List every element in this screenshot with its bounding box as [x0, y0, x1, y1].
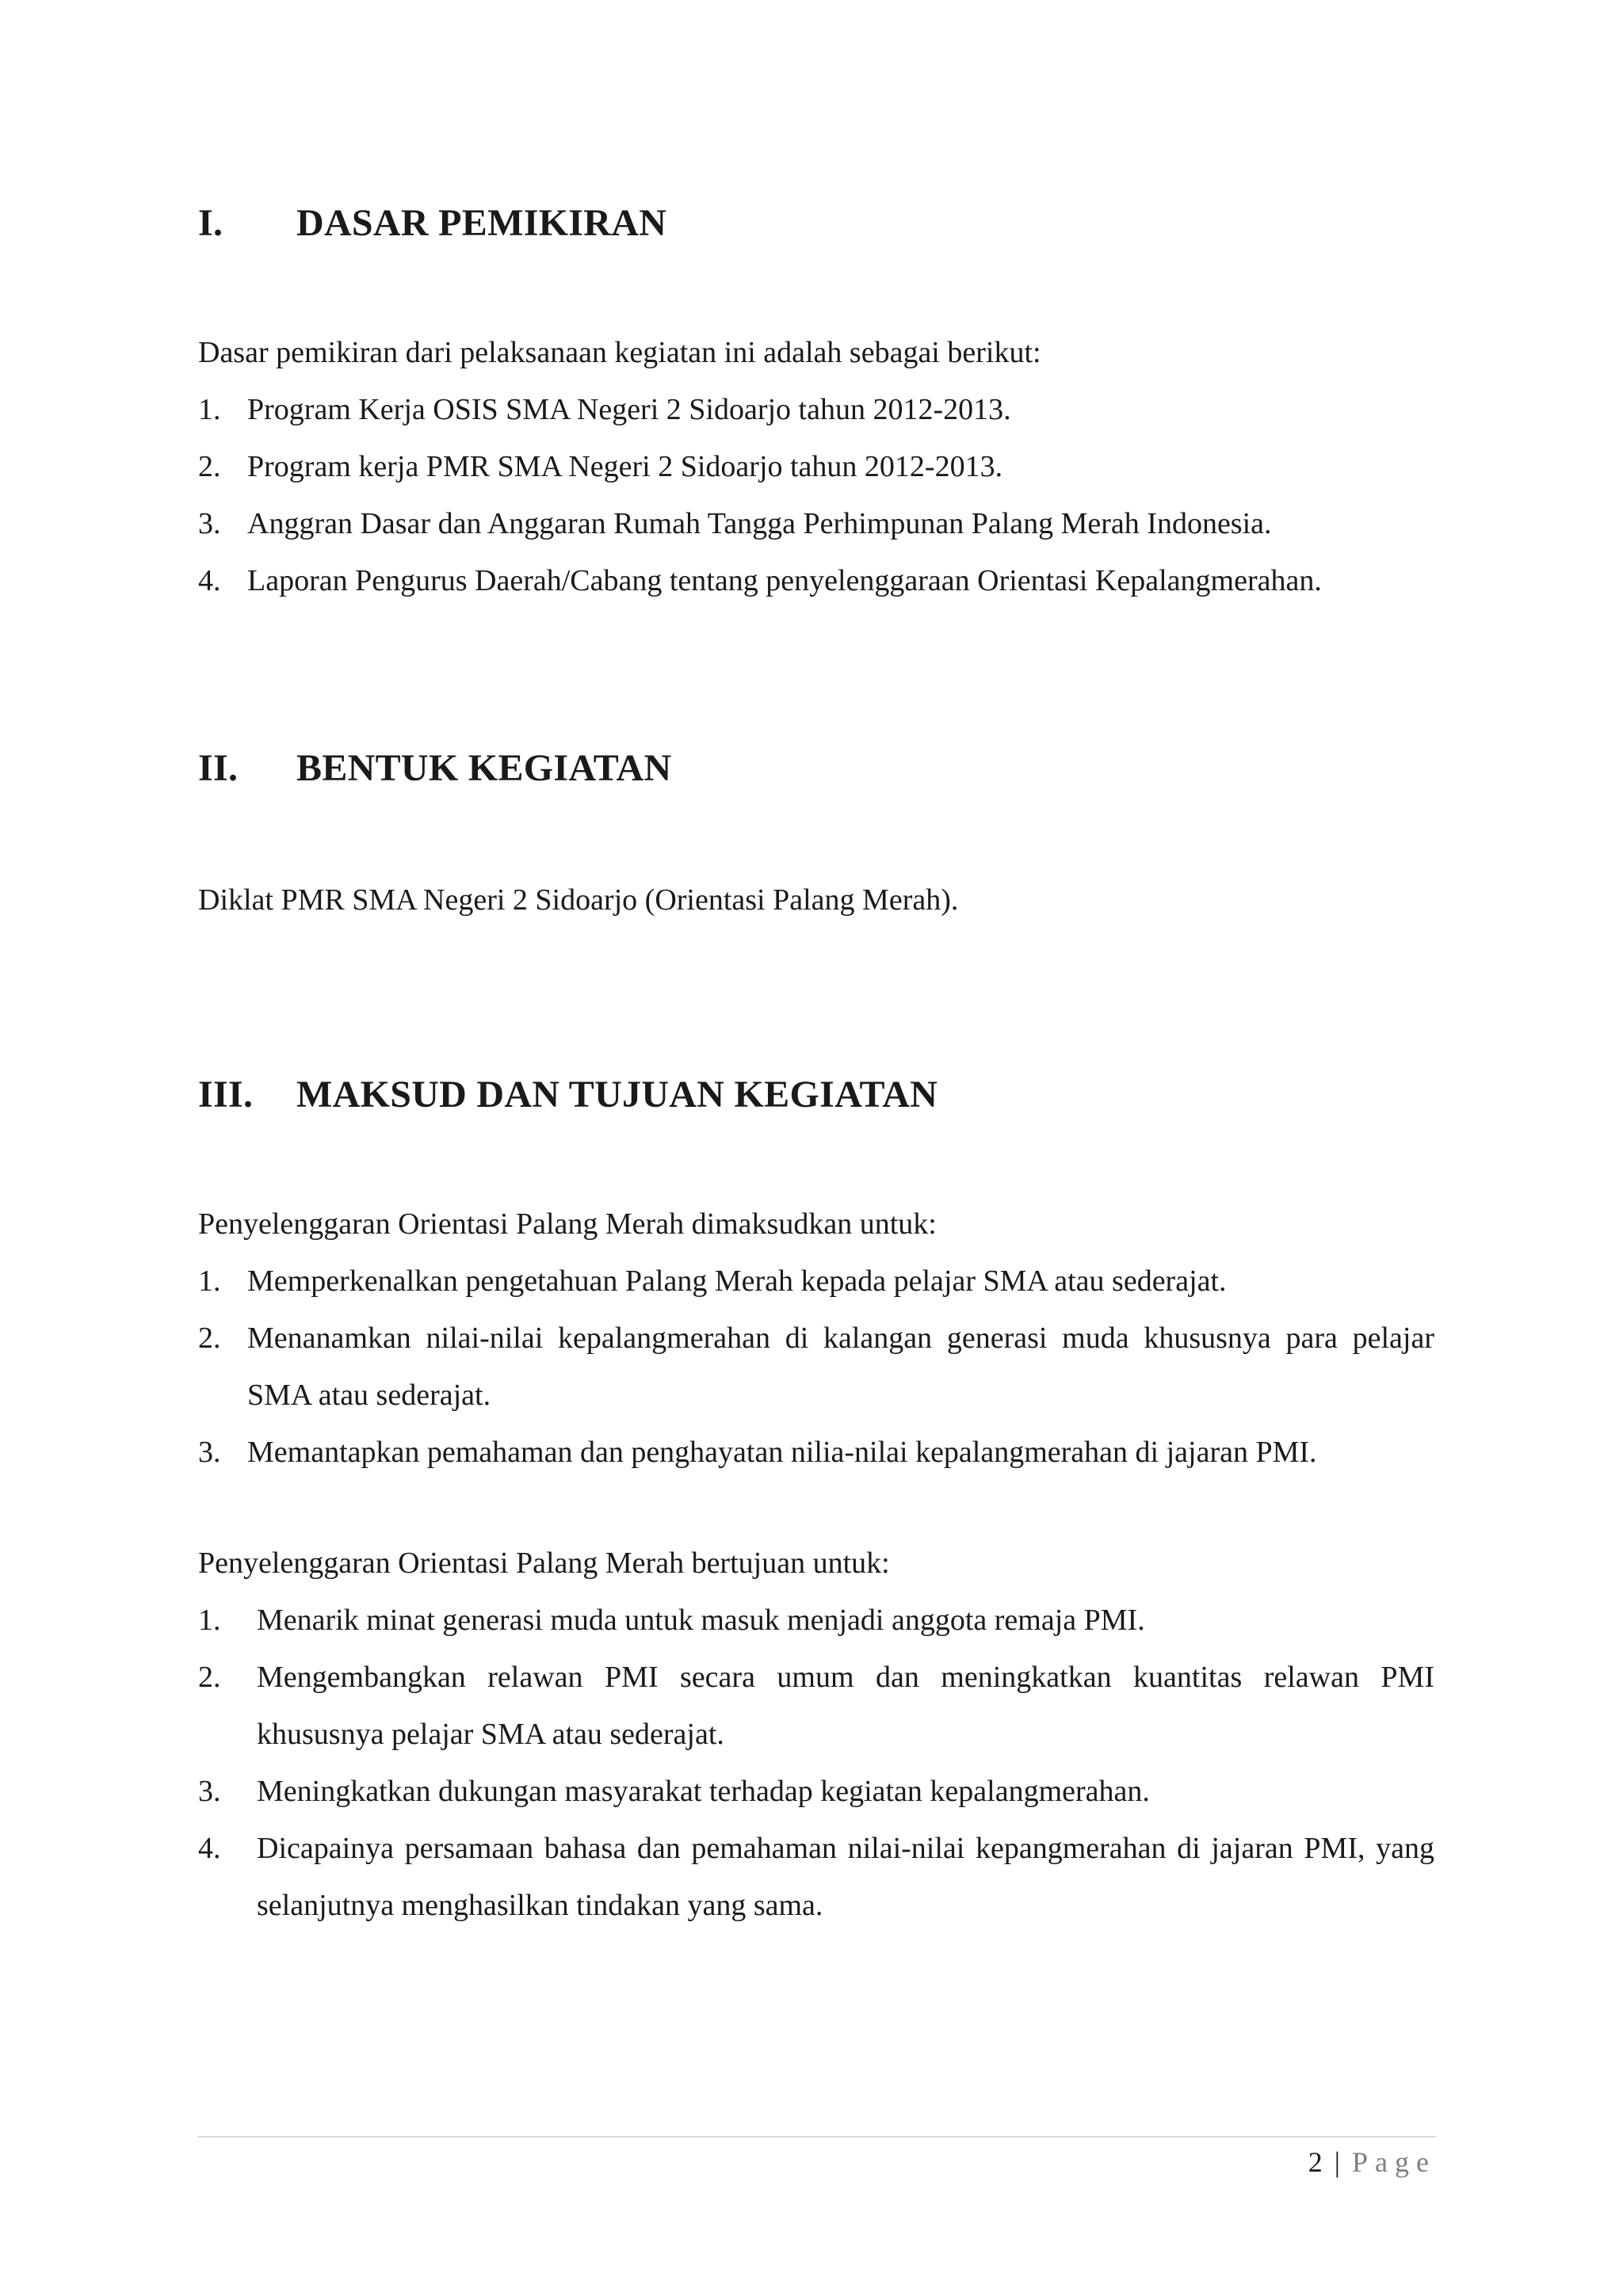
section-intro: Dasar pemikiran dari pelaksanaan kegiatan ini adalah sebagai berikut: [198, 336, 1041, 369]
section-text: Diklat PMR SMA Negeri 2 Sidoarjo (Orientasi Palang Merah). [198, 883, 959, 917]
list-text: Laporan Pengurus Daerah/Cabang tentang penyelenggaraan Orientasi Kepalangmerahan. [247, 564, 1322, 597]
list-number: 4. [198, 1832, 221, 1865]
section-number: I. [198, 202, 223, 244]
list-item [198, 1424, 1434, 1481]
list-number: 4. [198, 564, 221, 597]
list-number: 2. [198, 1322, 221, 1355]
section-number: III. [198, 1074, 254, 1116]
list-text: Program kerja PMR SMA Negeri 2 Sidoarjo tahun 2012-2013. [247, 450, 1003, 483]
list-number: 2. [198, 1661, 221, 1694]
list-text: Menanamkan nilai-nilai kepalangmerahan di kalangan generasi muda khususnya para pelajar SMA atau sederajat. [247, 1322, 1434, 1412]
list-text: Program Kerja OSIS SMA Negeri 2 Sidoarjo tahun 2012-2013. [247, 393, 1011, 426]
dasar-list [198, 381, 1434, 609]
list-text: Meningkatkan dukungan masyarakat terhadap kegiatan kepalangmerahan. [257, 1775, 1150, 1808]
list-item [198, 552, 1434, 609]
list-text: Memantapkan pemahaman dan penghayatan nilia-nilai kepalangmerahan di jajaran PMI. [247, 1436, 1317, 1469]
list-item [198, 1763, 1434, 1820]
section-number: II. [198, 747, 239, 789]
list-number: 1. [198, 1604, 221, 1637]
list-item [198, 1649, 1434, 1763]
list-text: Mengembangkan relawan PMI secara umum dan meningkatkan kuantitas relawan PMI khususnya pelajar SMA atau sederajat. [257, 1661, 1434, 1751]
list-item [198, 381, 1434, 438]
list-text: Anggran Dasar dan Anggaran Rumah Tangga Perhimpunan Palang Merah Indonesia. [247, 507, 1272, 540]
list-item [198, 495, 1434, 552]
list-number: 3. [198, 507, 221, 540]
list-item [198, 438, 1434, 495]
page-number: 2 [1308, 2146, 1323, 2178]
section-title: BENTUK KEGIATAN [296, 747, 672, 789]
list-number: 1. [198, 393, 221, 426]
footer-separator: | [1334, 2146, 1341, 2178]
list-text: Menarik minat generasi muda untuk masuk menjadi anggota remaja PMI. [257, 1604, 1145, 1637]
footer-divider [198, 2136, 1436, 2138]
section-title: MAKSUD DAN TUJUAN KEGIATAN [296, 1074, 938, 1116]
maksud-intro: Penyelenggaran Orientasi Palang Merah dimaksudkan untuk: [198, 1207, 937, 1241]
tujuan-list [198, 1592, 1434, 1934]
page-label: Page [1352, 2146, 1436, 2178]
list-text: Dicapainya persamaan bahasa dan pemahaman nilai-nilai kepangmerahan di jajaran PMI, yang selanjutnya menghasilkan tindakan yang sama. [257, 1832, 1434, 1922]
page-footer [1308, 2145, 1436, 2179]
list-number: 3. [198, 1775, 221, 1808]
list-number: 1. [198, 1264, 221, 1298]
list-text: Memperkenalkan pengetahuan Palang Merah kepada pelajar SMA atau sederajat. [247, 1264, 1227, 1298]
maksud-list [198, 1253, 1434, 1481]
list-item [198, 1820, 1434, 1934]
list-item [198, 1592, 1434, 1649]
list-item [198, 1253, 1434, 1310]
list-number: 3. [198, 1436, 221, 1469]
list-item [198, 1310, 1434, 1424]
section-title: DASAR PEMIKIRAN [296, 202, 667, 244]
tujuan-intro: Penyelenggaran Orientasi Palang Merah bertujuan untuk: [198, 1547, 890, 1580]
list-number: 2. [198, 450, 221, 483]
